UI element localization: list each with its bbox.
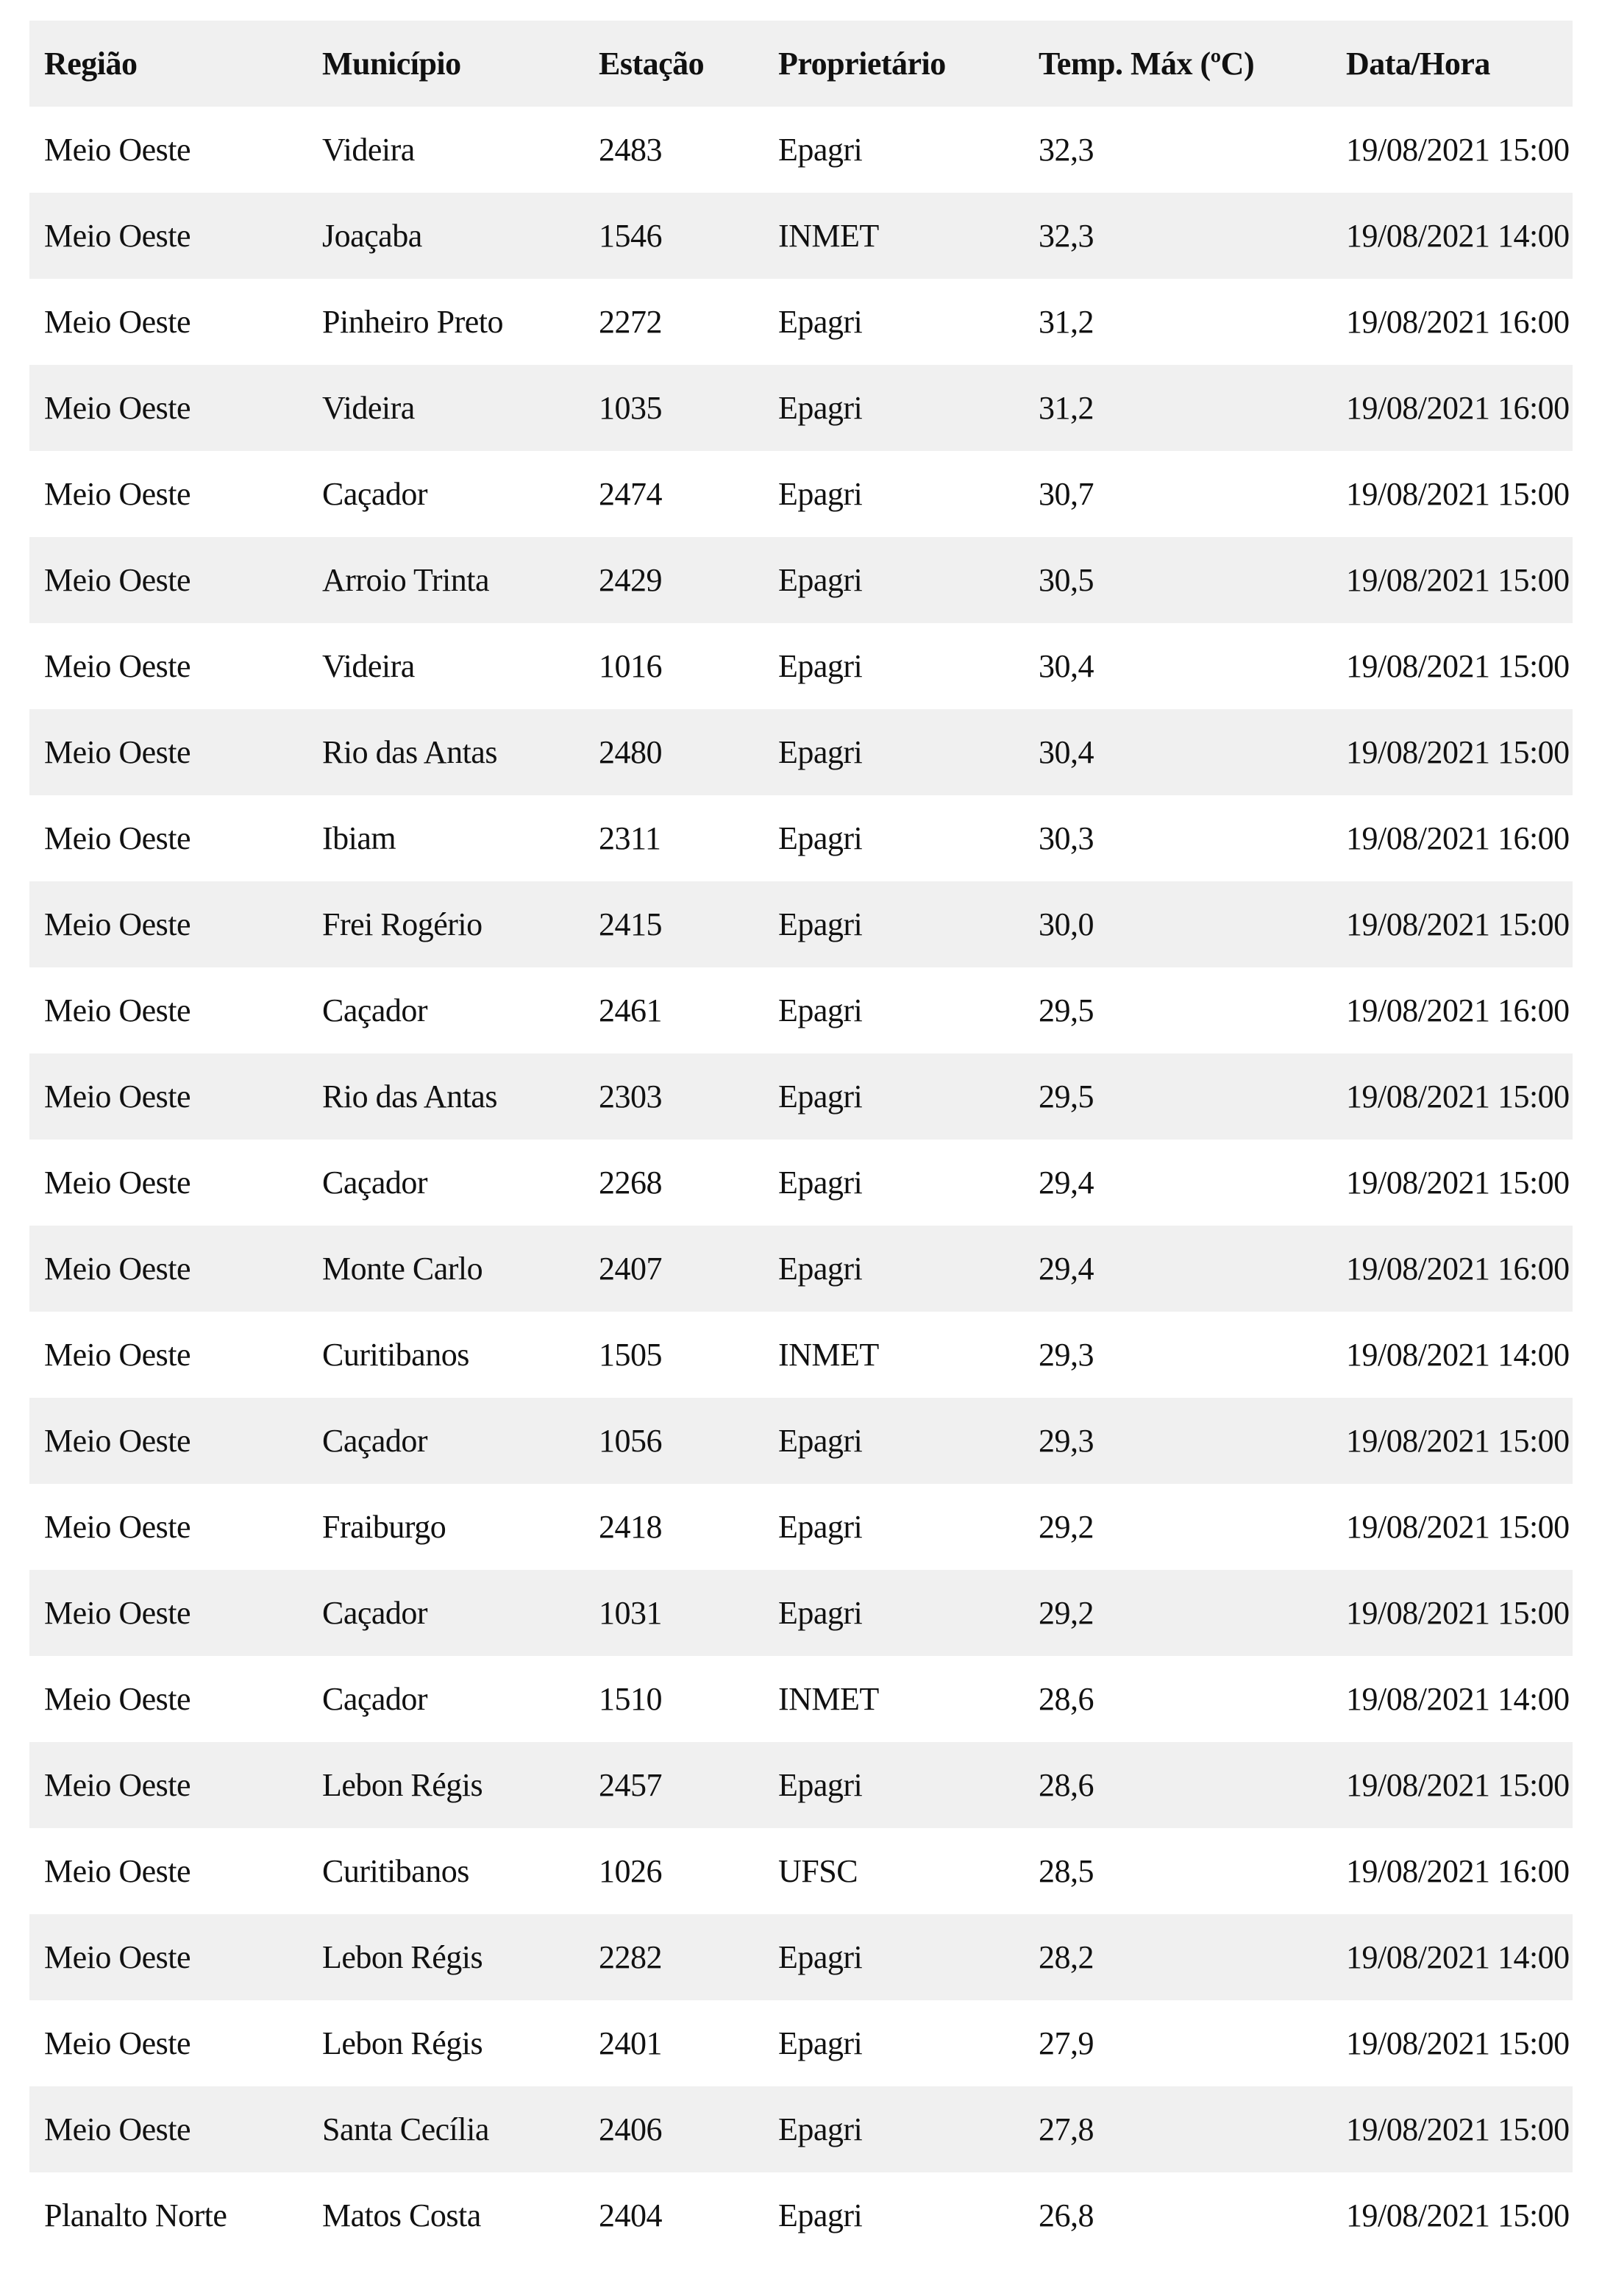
cell-regiao: Meio Oeste <box>29 1742 307 1828</box>
cell-municipio: Videira <box>307 623 584 709</box>
cell-proprietario: Epagri <box>763 451 1024 537</box>
table-row <box>29 1053 1573 1140</box>
cell-temp-max: 29,3 <box>1024 1398 1346 1484</box>
cell-regiao: Meio Oeste <box>29 795 307 881</box>
cell-estacao: 2480 <box>584 709 763 795</box>
cell-temp-max: 28,6 <box>1024 1656 1346 1742</box>
cell-estacao: 2404 <box>584 2172 763 2258</box>
cell-proprietario: Epagri <box>763 365 1024 451</box>
cell-regiao: Meio Oeste <box>29 279 307 365</box>
table-row <box>29 1656 1573 1742</box>
cell-temp-max: 29,3 <box>1024 1312 1346 1398</box>
cell-proprietario: Epagri <box>763 623 1024 709</box>
cell-estacao: 1026 <box>584 1828 763 1914</box>
cell-proprietario: Epagri <box>763 1742 1024 1828</box>
cell-data-hora: 19/08/2021 16:00 <box>1346 1226 1573 1312</box>
header-data-hora: Data/Hora <box>1346 21 1573 107</box>
cell-estacao: 2429 <box>584 537 763 623</box>
cell-municipio: Monte Carlo <box>307 1226 584 1312</box>
cell-data-hora: 19/08/2021 15:00 <box>1346 1398 1573 1484</box>
cell-data-hora: 19/08/2021 16:00 <box>1346 795 1573 881</box>
cell-temp-max: 29,4 <box>1024 1140 1346 1226</box>
cell-proprietario: UFSC <box>763 1828 1024 1914</box>
cell-temp-max: 29,2 <box>1024 1570 1346 1656</box>
cell-municipio: Santa Cecília <box>307 2086 584 2172</box>
cell-proprietario: INMET <box>763 193 1024 279</box>
cell-data-hora: 19/08/2021 15:00 <box>1346 881 1573 967</box>
table-row <box>29 451 1573 537</box>
cell-temp-max: 30,4 <box>1024 709 1346 795</box>
cell-municipio: Rio das Antas <box>307 709 584 795</box>
cell-regiao: Meio Oeste <box>29 967 307 1053</box>
table-row <box>29 2172 1573 2258</box>
cell-data-hora: 19/08/2021 14:00 <box>1346 1914 1573 2000</box>
cell-municipio: Rio das Antas <box>307 1053 584 1140</box>
cell-temp-max: 30,5 <box>1024 537 1346 623</box>
cell-regiao: Meio Oeste <box>29 1053 307 1140</box>
cell-estacao: 2474 <box>584 451 763 537</box>
table-body <box>29 107 1573 2258</box>
cell-regiao: Meio Oeste <box>29 1226 307 1312</box>
cell-estacao: 2461 <box>584 967 763 1053</box>
cell-regiao: Meio Oeste <box>29 1398 307 1484</box>
table-row <box>29 1570 1573 1656</box>
cell-proprietario: Epagri <box>763 1398 1024 1484</box>
cell-proprietario: Epagri <box>763 709 1024 795</box>
cell-proprietario: Epagri <box>763 537 1024 623</box>
table-row <box>29 537 1573 623</box>
cell-data-hora: 19/08/2021 15:00 <box>1346 2000 1573 2086</box>
table-row <box>29 709 1573 795</box>
cell-municipio: Caçador <box>307 1398 584 1484</box>
table-row <box>29 1312 1573 1398</box>
cell-data-hora: 19/08/2021 15:00 <box>1346 1742 1573 1828</box>
cell-regiao: Meio Oeste <box>29 537 307 623</box>
cell-data-hora: 19/08/2021 15:00 <box>1346 2086 1573 2172</box>
table-row <box>29 107 1573 193</box>
cell-proprietario: Epagri <box>763 881 1024 967</box>
cell-municipio: Videira <box>307 365 584 451</box>
cell-proprietario: Epagri <box>763 1570 1024 1656</box>
table-row <box>29 1484 1573 1570</box>
cell-data-hora: 19/08/2021 15:00 <box>1346 1053 1573 1140</box>
header-estacao: Estação <box>584 21 763 107</box>
cell-estacao: 1035 <box>584 365 763 451</box>
cell-data-hora: 19/08/2021 16:00 <box>1346 1828 1573 1914</box>
cell-municipio: Caçador <box>307 1570 584 1656</box>
cell-estacao: 1056 <box>584 1398 763 1484</box>
cell-estacao: 2282 <box>584 1914 763 2000</box>
header-municipio: Município <box>307 21 584 107</box>
cell-temp-max: 30,4 <box>1024 623 1346 709</box>
cell-regiao: Meio Oeste <box>29 1570 307 1656</box>
cell-proprietario: Epagri <box>763 279 1024 365</box>
cell-proprietario: Epagri <box>763 795 1024 881</box>
cell-regiao: Meio Oeste <box>29 365 307 451</box>
cell-municipio: Matos Costa <box>307 2172 584 2258</box>
cell-municipio: Frei Rogério <box>307 881 584 967</box>
cell-proprietario: Epagri <box>763 1226 1024 1312</box>
cell-estacao: 2401 <box>584 2000 763 2086</box>
cell-municipio: Joaçaba <box>307 193 584 279</box>
max-temperature-table <box>29 21 1573 2258</box>
cell-temp-max: 29,5 <box>1024 967 1346 1053</box>
table-row <box>29 623 1573 709</box>
cell-temp-max: 30,3 <box>1024 795 1346 881</box>
cell-data-hora: 19/08/2021 14:00 <box>1346 193 1573 279</box>
cell-proprietario: Epagri <box>763 1140 1024 1226</box>
cell-data-hora: 19/08/2021 15:00 <box>1346 1570 1573 1656</box>
cell-temp-max: 32,3 <box>1024 107 1346 193</box>
table-row <box>29 1140 1573 1226</box>
table-row <box>29 279 1573 365</box>
cell-estacao: 2272 <box>584 279 763 365</box>
cell-estacao: 2483 <box>584 107 763 193</box>
cell-estacao: 2311 <box>584 795 763 881</box>
cell-estacao: 2415 <box>584 881 763 967</box>
cell-regiao: Meio Oeste <box>29 2086 307 2172</box>
header-temp-max: Temp. Máx (ºC) <box>1024 21 1346 107</box>
cell-proprietario: Epagri <box>763 1053 1024 1140</box>
cell-municipio: Curitibanos <box>307 1312 584 1398</box>
cell-proprietario: Epagri <box>763 2086 1024 2172</box>
cell-municipio: Curitibanos <box>307 1828 584 1914</box>
cell-estacao: 2268 <box>584 1140 763 1226</box>
cell-data-hora: 19/08/2021 16:00 <box>1346 365 1573 451</box>
cell-data-hora: 19/08/2021 15:00 <box>1346 1140 1573 1226</box>
cell-municipio: Ibiam <box>307 795 584 881</box>
cell-municipio: Caçador <box>307 451 584 537</box>
cell-estacao: 2457 <box>584 1742 763 1828</box>
cell-temp-max: 27,8 <box>1024 2086 1346 2172</box>
cell-data-hora: 19/08/2021 16:00 <box>1346 279 1573 365</box>
cell-data-hora: 19/08/2021 15:00 <box>1346 537 1573 623</box>
cell-temp-max: 27,9 <box>1024 2000 1346 2086</box>
cell-municipio: Lebon Régis <box>307 2000 584 2086</box>
cell-temp-max: 31,2 <box>1024 279 1346 365</box>
cell-temp-max: 28,2 <box>1024 1914 1346 2000</box>
cell-municipio: Caçador <box>307 1140 584 1226</box>
cell-temp-max: 29,5 <box>1024 1053 1346 1140</box>
cell-municipio: Caçador <box>307 1656 584 1742</box>
cell-data-hora: 19/08/2021 15:00 <box>1346 1484 1573 1570</box>
cell-data-hora: 19/08/2021 15:00 <box>1346 623 1573 709</box>
cell-regiao: Meio Oeste <box>29 193 307 279</box>
cell-data-hora: 19/08/2021 15:00 <box>1346 451 1573 537</box>
cell-municipio: Arroio Trinta <box>307 537 584 623</box>
temperature-table-container <box>29 21 1573 2258</box>
cell-regiao: Meio Oeste <box>29 107 307 193</box>
cell-estacao: 1031 <box>584 1570 763 1656</box>
cell-data-hora: 19/08/2021 15:00 <box>1346 709 1573 795</box>
cell-temp-max: 29,2 <box>1024 1484 1346 1570</box>
cell-proprietario: Epagri <box>763 967 1024 1053</box>
table-row <box>29 1914 1573 2000</box>
cell-regiao: Meio Oeste <box>29 1312 307 1398</box>
cell-temp-max: 29,4 <box>1024 1226 1346 1312</box>
cell-regiao: Meio Oeste <box>29 881 307 967</box>
cell-municipio: Lebon Régis <box>307 1742 584 1828</box>
cell-estacao: 1016 <box>584 623 763 709</box>
cell-proprietario: Epagri <box>763 107 1024 193</box>
header-proprietario: Proprietário <box>763 21 1024 107</box>
cell-regiao: Meio Oeste <box>29 1484 307 1570</box>
cell-regiao: Planalto Norte <box>29 2172 307 2258</box>
cell-regiao: Meio Oeste <box>29 1140 307 1226</box>
cell-data-hora: 19/08/2021 14:00 <box>1346 1656 1573 1742</box>
header-regiao: Região <box>29 21 307 107</box>
cell-proprietario: INMET <box>763 1656 1024 1742</box>
cell-regiao: Meio Oeste <box>29 1656 307 1742</box>
cell-estacao: 2407 <box>584 1226 763 1312</box>
cell-estacao: 1510 <box>584 1656 763 1742</box>
cell-temp-max: 26,8 <box>1024 2172 1346 2258</box>
table-row <box>29 2000 1573 2086</box>
cell-estacao: 1546 <box>584 193 763 279</box>
cell-proprietario: Epagri <box>763 1484 1024 1570</box>
cell-data-hora: 19/08/2021 14:00 <box>1346 1312 1573 1398</box>
cell-municipio: Pinheiro Preto <box>307 279 584 365</box>
cell-proprietario: Epagri <box>763 2172 1024 2258</box>
header-row <box>29 21 1573 107</box>
table-row <box>29 365 1573 451</box>
table-row <box>29 1828 1573 1914</box>
cell-regiao: Meio Oeste <box>29 709 307 795</box>
table-row <box>29 1226 1573 1312</box>
cell-regiao: Meio Oeste <box>29 623 307 709</box>
cell-estacao: 2406 <box>584 2086 763 2172</box>
table-row <box>29 193 1573 279</box>
cell-municipio: Caçador <box>307 967 584 1053</box>
cell-estacao: 2418 <box>584 1484 763 1570</box>
cell-temp-max: 28,6 <box>1024 1742 1346 1828</box>
cell-regiao: Meio Oeste <box>29 451 307 537</box>
cell-municipio: Lebon Régis <box>307 1914 584 2000</box>
cell-municipio: Videira <box>307 107 584 193</box>
cell-data-hora: 19/08/2021 15:00 <box>1346 2172 1573 2258</box>
cell-proprietario: INMET <box>763 1312 1024 1398</box>
table-row <box>29 1398 1573 1484</box>
cell-temp-max: 32,3 <box>1024 193 1346 279</box>
table-row <box>29 1742 1573 1828</box>
cell-data-hora: 19/08/2021 15:00 <box>1346 107 1573 193</box>
cell-proprietario: Epagri <box>763 1914 1024 2000</box>
cell-municipio: Fraiburgo <box>307 1484 584 1570</box>
table-row <box>29 967 1573 1053</box>
table-header <box>29 21 1573 107</box>
cell-regiao: Meio Oeste <box>29 2000 307 2086</box>
cell-temp-max: 30,7 <box>1024 451 1346 537</box>
cell-regiao: Meio Oeste <box>29 1828 307 1914</box>
table-row <box>29 2086 1573 2172</box>
cell-temp-max: 31,2 <box>1024 365 1346 451</box>
table-row <box>29 881 1573 967</box>
table-row <box>29 795 1573 881</box>
cell-temp-max: 28,5 <box>1024 1828 1346 1914</box>
cell-data-hora: 19/08/2021 16:00 <box>1346 967 1573 1053</box>
cell-estacao: 1505 <box>584 1312 763 1398</box>
cell-proprietario: Epagri <box>763 2000 1024 2086</box>
cell-regiao: Meio Oeste <box>29 1914 307 2000</box>
cell-estacao: 2303 <box>584 1053 763 1140</box>
cell-temp-max: 30,0 <box>1024 881 1346 967</box>
